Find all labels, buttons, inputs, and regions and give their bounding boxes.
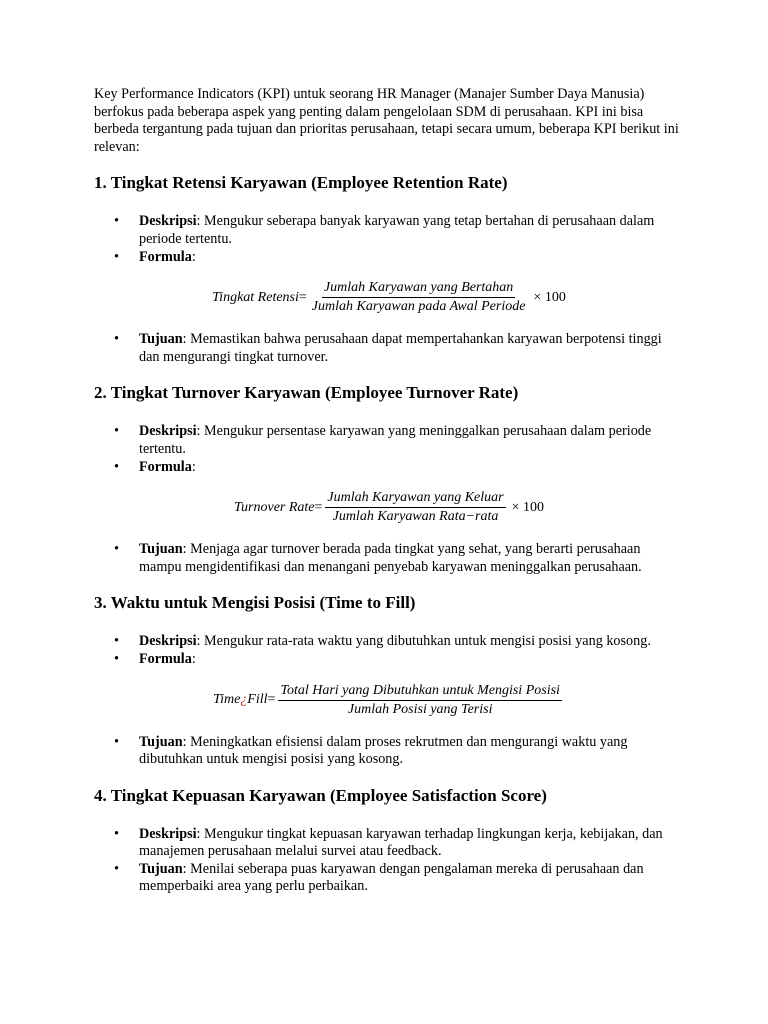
- bullet-icon: •: [114, 860, 119, 877]
- section-time-to-fill: [94, 593, 684, 768]
- denominator: Jumlah Karyawan Rata−rata: [332, 509, 499, 525]
- bullet-icon: •: [114, 825, 119, 842]
- section-retention: [94, 173, 684, 366]
- bullet-icon: •: [114, 248, 119, 265]
- bullet-icon: •: [114, 331, 119, 348]
- numerator: Jumlah Karyawan yang Keluar: [325, 490, 505, 508]
- bullet-icon: •: [114, 458, 119, 475]
- list-item-tujuan: • Tujuan: Meningkatkan efisiensi dalam proses rekrutmen dan mengurangi waktu yang dibutuhkan untuk mengisi posisi yang kosong.: [114, 733, 628, 768]
- section-title: 1. Tingkat Retensi Karyawan (Employee Retention Rate): [94, 173, 508, 193]
- fraction: [278, 683, 561, 718]
- formula-time-to-fill: Time ¿ Fill = $\frac{\text{Total Hari yang Dibutuhkan untuk Mengisi Posisi}}{\text{Jumlah Posisi yang Terisi}}$: [213, 682, 560, 717]
- list-item-deskripsi: • Deskripsi: Mengukur seberapa banyak karyawan yang tetap bertahan di perusahaan dalam periode tertentu.: [114, 213, 655, 247]
- intro-paragraph: Key Performance Indicators (KPI) untuk seorang HR Manager (Manajer Sumber Daya Manusia) berfokus pada beberapa aspek yang penting dalam pengelolaan SDM di perusahaan. KPI ini bisa berbeda tergantung pada tujuan dan prioritas perusahaan, tetapi secara umum, beberapa KPI berikut ini relevan:: [94, 86, 679, 155]
- list-item-deskripsi: • Deskripsi: Mengukur tingkat kepuasan karyawan terhadap lingkungan kerja, kebijakan, dan manajemen perusahaan melalui survei atau feedback.: [114, 825, 663, 860]
- section-satisfaction: [94, 786, 684, 896]
- bullet-icon: •: [114, 423, 119, 440]
- section-list: [94, 213, 684, 266]
- numerator: Jumlah Karyawan yang Bertahan: [322, 280, 515, 298]
- formula-turnover: Turnover Rate = $\frac{\text{Jumlah Karyawan yang Keluar}}{\text{Jumlah Karyawan Rata−rata}}$ × 100: [234, 490, 544, 525]
- bullet-icon: •: [114, 650, 119, 667]
- bullet-icon: •: [114, 213, 119, 230]
- section-title: 4. Tingkat Kepuasan Karyawan (Employee Satisfaction Score): [94, 785, 547, 805]
- section-turnover: [94, 383, 684, 576]
- denominator: Jumlah Posisi yang Terisi: [347, 701, 493, 717]
- list-item-deskripsi: • Deskripsi: Mengukur rata-rata waktu yang dibutuhkan untuk mengisi posisi yang kosong.: [114, 633, 651, 650]
- bullet-icon: •: [114, 733, 119, 750]
- list-item-tujuan: • Tujuan: Menilai seberapa puas karyawan dengan pengalaman mereka di perusahaan dan memperbaiki area yang perlu perbaikan.: [114, 860, 644, 895]
- section-title: 3. Waktu untuk Mengisi Posisi (Time to Fill): [94, 593, 416, 613]
- list-item-tujuan: • Tujuan: Menjaga agar turnover berada pada tingkat yang sehat, yang berarti perusahaan mampu mengidentifikasi dan menangani penyebab karyawan meninggalkan perusahaan.: [114, 541, 642, 575]
- document-page: [94, 86, 684, 913]
- list-item-formula: • Formula:: [114, 458, 196, 475]
- formula-retention: Tingkat Retensi = $\frac{\text{Jumlah Karyawan yang Bertahan}}{\text{Jumlah Karyawan pada Awal Periode}}$ × 100: [212, 280, 566, 315]
- list-item-formula: • Formula:: [114, 248, 196, 265]
- fraction: [325, 490, 505, 525]
- section-title: 2. Tingkat Turnover Karyawan (Employee Turnover Rate): [94, 383, 519, 403]
- denominator: Jumlah Karyawan pada Awal Periode: [311, 299, 526, 315]
- bullet-icon: •: [114, 633, 119, 650]
- numerator: Total Hari yang Dibutuhkan untuk Mengisi Posisi: [278, 683, 561, 701]
- bullet-icon: •: [114, 541, 119, 558]
- list-item-tujuan: • Tujuan: Memastikan bahwa perusahaan dapat mempertahankan karyawan berpotensi tinggi dan mengurangi tingkat turnover.: [114, 331, 662, 365]
- list-item-formula: • Formula:: [114, 650, 196, 667]
- list-item-deskripsi: • Deskripsi: Mengukur persentase karyawan yang meninggalkan perusahaan dalam periode tertentu.: [114, 423, 652, 457]
- fraction: [310, 280, 528, 315]
